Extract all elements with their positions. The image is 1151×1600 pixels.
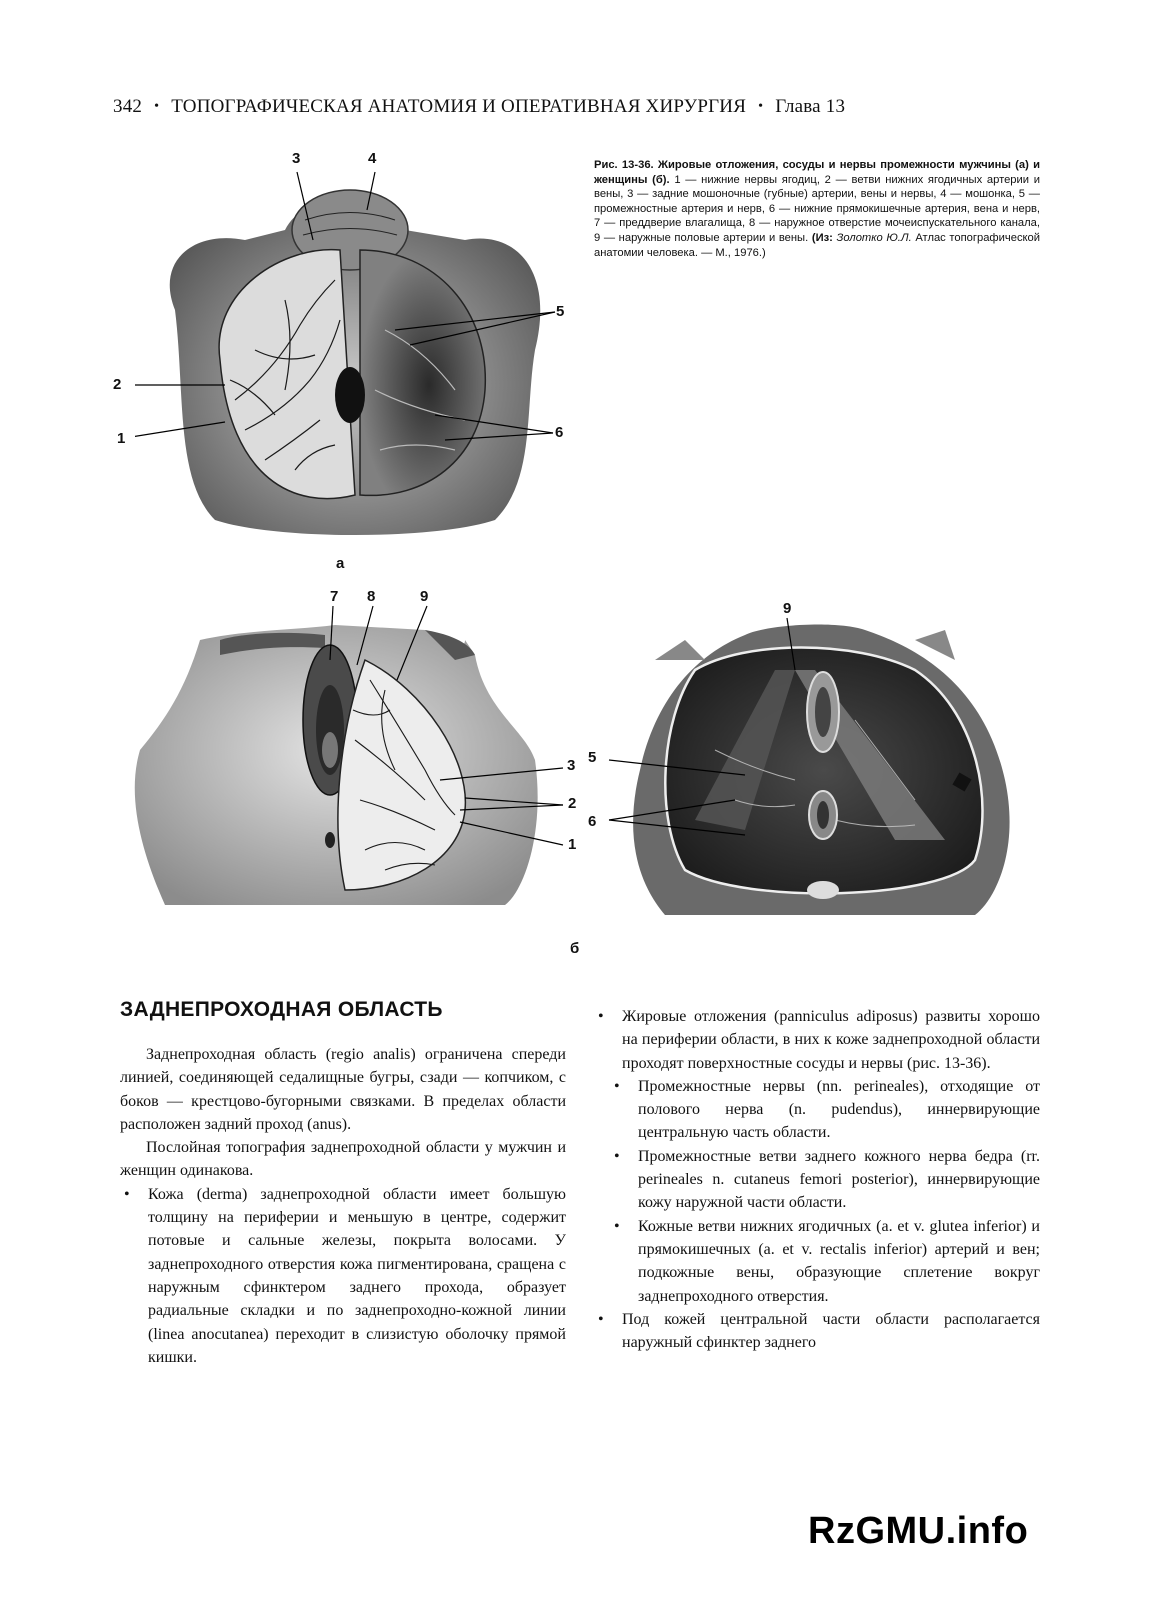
label-b-8: 8 [367, 588, 376, 605]
label-a-4: 4 [368, 150, 377, 167]
chapter-label: Глава 13 [775, 96, 846, 117]
label-b-7: 7 [330, 588, 339, 605]
figure-b-right-illustration [595, 600, 1045, 930]
panel-a-label: а [336, 555, 345, 572]
bullet-skin: • Кожа (derma) заднепроходной области имеет большую толщину на периферии и меньшую в центре, содержит потовые и сальные железы, покрыта волосами. У заднепроходного отверстия кожа пигментирована, сращена с наружным сфинктером заднего прохода, образует радиальные складки и по заднепроходно-кожной линии (linea anocutanea) переходит в слизистую оболочку прямой кишки. [120, 1183, 566, 1369]
panel-b-label: б [570, 940, 580, 957]
caption-source-rest: Атлас топографической анатомии человека. — М., 1976.) [594, 231, 1041, 259]
subbullet-femoral-branches: • Промежностные ветви заднего кожного нерва бедра (rr. perineales n. cutaneus femori posterior), иннервирующие кожу наружной части области. [594, 1145, 1040, 1215]
left-column [120, 1043, 566, 1369]
left-bullet-list [120, 1183, 566, 1369]
subbullet-vessels: • Кожные ветви нижних ягодичных (a. et v. glutea inferior) и прямокишечных (a. et v. rectalis inferior) артерий и вен; подкожные вены, образующие сплетение вокруг заднепроходного отверстия. [594, 1215, 1040, 1308]
separator-dot: • [758, 99, 764, 114]
label-b-2: 2 [568, 795, 577, 812]
label-b-right-6: 6 [588, 813, 597, 830]
paragraph-boundaries: Заднепроходная область (regio analis) ограничена спереди линией, соединяющей седалищные бугры, сзади — копчиком, с боков — крестцово-бугорными связками. В пределах области расположен задний проход (anus). [120, 1046, 566, 1133]
label-b-1: 1 [568, 836, 577, 853]
label-b-right-5: 5 [588, 749, 597, 766]
paragraph-layers: Послойная топография заднепроходной области у мужчин и женщин одинакова. [120, 1139, 566, 1180]
label-b-3: 3 [567, 757, 576, 774]
caption-source-author: Золотко Ю.Л. [836, 231, 912, 244]
subbullet-perineal-nerves: • Промежностные нервы (nn. perineales), отходящие от полового нерва (n. pudendus), иннервирующие центральную часть области. [594, 1075, 1040, 1145]
running-header [113, 96, 845, 118]
bullet-sphincter: • Под кожей центральной части области располагается наружный сфинктер заднего [594, 1308, 1040, 1355]
book-title: ТОПОГРАФИЧЕСКАЯ АНАТОМИЯ И ОПЕРАТИВНАЯ ХИРУРГИЯ [171, 96, 747, 117]
caption-source-prefix: (Из: [811, 231, 833, 244]
page-number: 342 [113, 96, 143, 117]
figure-b-left-drawing [125, 600, 575, 910]
section-title: ЗАДНЕПРОХОДНАЯ ОБЛАСТЬ [120, 998, 443, 1021]
label-a-6: 6 [555, 424, 564, 441]
bullet-fat-deposits: • Жировые отложения (panniculus adiposus) развиты хорошо на периферии области, в них к коже заднепроходной области проходят поверхностные сосуды и нервы (рис. 13-36). [594, 1005, 1040, 1075]
watermark: RzGMU.info [808, 1510, 1029, 1552]
label-a-5: 5 [556, 303, 565, 320]
figure-a-drawing [135, 150, 565, 550]
caption-body: 1 — нижние нервы ягодиц, 2 — ветви нижних ягодичных артерии и вены, 3 — задние мошоночные (губные) артерии, вены и нервы, 4 — мошонка, 5 — промежностные артерия и нерв, 6 — нижние прямокишечные артерия, вена и нерв, 7 — преддверие влагалища, 8 — наружное отверстие мочеиспускательного канала, 9 — наружные половые артерии и вены. [594, 173, 1041, 244]
label-a-2: 2 [113, 376, 122, 393]
label-b-right-9: 9 [783, 600, 792, 617]
figure-b-right-drawing [595, 600, 1045, 930]
right-column [594, 1005, 1040, 1354]
caption-title: Рис. 13-36. Жировые отложения, сосуды и нервы промежности мужчины (а) и женщины (б). [594, 159, 1040, 186]
figure-caption [594, 158, 1040, 260]
figure-b-left-illustration [125, 600, 575, 910]
separator-dot: • [154, 99, 160, 114]
label-b-9: 9 [420, 588, 429, 605]
label-a-3: 3 [292, 150, 301, 167]
figure-a-illustration [135, 150, 565, 550]
label-a-1: 1 [117, 430, 126, 447]
right-bullet-list [594, 1005, 1040, 1354]
